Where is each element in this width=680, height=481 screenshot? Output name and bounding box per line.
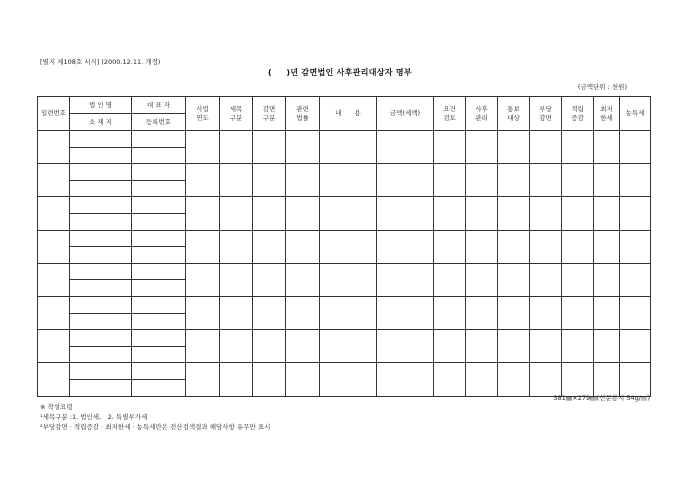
cell-content[interactable] — [320, 230, 377, 263]
cell-unfair-reduction[interactable] — [530, 263, 562, 296]
cell-notice-target[interactable] — [498, 197, 530, 230]
cell-notice-target[interactable] — [498, 363, 530, 396]
cell-post-management[interactable] — [466, 164, 498, 197]
cell-notice-target[interactable] — [498, 263, 530, 296]
header-representative: 대 표 자 — [132, 97, 186, 114]
cell-unfair-reduction[interactable] — [530, 197, 562, 230]
cell-tax-item[interactable] — [220, 164, 253, 197]
cell-content[interactable] — [320, 363, 377, 396]
cell-unfair-reduction[interactable] — [530, 131, 562, 164]
cell-unfair-reduction[interactable] — [530, 230, 562, 263]
cell-requirement-review[interactable] — [434, 296, 466, 329]
header-serial-no: 일련번호 — [38, 97, 70, 131]
cell-serial-no[interactable] — [38, 363, 70, 396]
cell-related-law[interactable] — [286, 131, 320, 164]
cell-serial-no[interactable] — [38, 263, 70, 296]
cell-location[interactable] — [70, 180, 132, 197]
cell-tax-item[interactable] — [220, 263, 253, 296]
cell-content[interactable] — [320, 263, 377, 296]
cell-unfair-reduction[interactable] — [530, 164, 562, 197]
cell-serial-no[interactable] — [38, 197, 70, 230]
cell-corp-name[interactable] — [70, 263, 132, 280]
cell-reduction-type[interactable] — [253, 296, 286, 329]
header-reg-no: 등록번호 — [132, 114, 186, 131]
cell-rural-tax[interactable] — [620, 296, 651, 329]
header-post-management: 사후 관리 — [466, 97, 498, 131]
cell-tax-item[interactable] — [220, 330, 253, 363]
cell-corp-name[interactable] — [70, 131, 132, 148]
cell-business-year[interactable] — [186, 131, 220, 164]
cell-notice-target[interactable] — [498, 131, 530, 164]
cell-serial-no[interactable] — [38, 230, 70, 263]
cell-amount[interactable] — [377, 230, 434, 263]
cell-location[interactable] — [70, 379, 132, 396]
cell-notice-target[interactable] — [498, 230, 530, 263]
record-row — [38, 131, 651, 148]
header-minimum-tax: 최저 한세 — [594, 97, 620, 131]
cell-accumulation-ratio[interactable] — [562, 263, 594, 296]
paper-spec: 381㎜×279㎜(신문용지 54g/㎡) — [553, 394, 650, 402]
header-requirement-review: 요건 검토 — [434, 97, 466, 131]
header-row-1 — [38, 97, 651, 114]
cell-representative[interactable] — [132, 164, 186, 181]
cell-amount[interactable] — [377, 263, 434, 296]
cell-accumulation-ratio[interactable] — [562, 330, 594, 363]
cell-representative[interactable] — [132, 131, 186, 148]
cell-serial-no[interactable] — [38, 330, 70, 363]
cell-amount[interactable] — [377, 131, 434, 164]
cell-minimum-tax[interactable] — [594, 197, 620, 230]
cell-minimum-tax[interactable] — [594, 131, 620, 164]
cell-location[interactable] — [70, 147, 132, 164]
cell-rural-tax[interactable] — [620, 263, 651, 296]
cell-unfair-reduction[interactable] — [530, 363, 562, 396]
cell-rural-tax[interactable] — [620, 131, 651, 164]
cell-business-year[interactable] — [186, 330, 220, 363]
register-table — [37, 96, 651, 397]
cell-content[interactable] — [320, 330, 377, 363]
cell-reg-no[interactable] — [132, 346, 186, 363]
cell-post-management[interactable] — [466, 330, 498, 363]
cell-serial-no[interactable] — [38, 131, 70, 164]
cell-content[interactable] — [320, 296, 377, 329]
cell-accumulation-ratio[interactable] — [562, 363, 594, 396]
cell-content[interactable] — [320, 197, 377, 230]
cell-amount[interactable] — [377, 164, 434, 197]
header-content: 내 용 — [320, 97, 377, 131]
cell-reg-no[interactable] — [132, 180, 186, 197]
cell-minimum-tax[interactable] — [594, 363, 620, 396]
cell-minimum-tax[interactable] — [594, 263, 620, 296]
cell-reduction-type[interactable] — [253, 263, 286, 296]
title-year-open-paren: ( — [268, 68, 272, 77]
cell-reduction-type[interactable] — [253, 363, 286, 396]
cell-location[interactable] — [70, 247, 132, 264]
title-year-close-paren: ) — [286, 68, 291, 77]
cell-representative[interactable] — [132, 263, 186, 280]
cell-accumulation-ratio[interactable] — [562, 197, 594, 230]
cell-accumulation-ratio[interactable] — [562, 230, 594, 263]
cell-reduction-type[interactable] — [253, 164, 286, 197]
cell-accumulation-ratio[interactable] — [562, 164, 594, 197]
cell-serial-no[interactable] — [38, 164, 70, 197]
title-text: 년 감면법인 사후관리대상자 명부 — [290, 68, 412, 77]
cell-requirement-review[interactable] — [434, 131, 466, 164]
record-row — [38, 230, 651, 247]
cell-amount[interactable] — [377, 363, 434, 396]
cell-corp-name[interactable] — [70, 296, 132, 313]
cell-related-law[interactable] — [286, 296, 320, 329]
writing-guide-line-2: ²부당감면 · 적립증감 · 최저한세 · 농특세란은 전산검색결과 해당사항 유무만 표시 — [40, 423, 271, 431]
cell-minimum-tax[interactable] — [594, 230, 620, 263]
cell-post-management[interactable] — [466, 197, 498, 230]
cell-requirement-review[interactable] — [434, 164, 466, 197]
cell-tax-item[interactable] — [220, 197, 253, 230]
cell-related-law[interactable] — [286, 263, 320, 296]
header-amount: 금액(세액) — [377, 97, 434, 131]
cell-requirement-review[interactable] — [434, 197, 466, 230]
cell-rural-tax[interactable] — [620, 197, 651, 230]
cell-tax-item[interactable] — [220, 296, 253, 329]
cell-unfair-reduction[interactable] — [530, 330, 562, 363]
cell-corp-name[interactable] — [70, 330, 132, 347]
cell-reg-no[interactable] — [132, 247, 186, 264]
record-row — [38, 363, 651, 380]
cell-notice-target[interactable] — [498, 164, 530, 197]
cell-business-year[interactable] — [186, 197, 220, 230]
cell-related-law[interactable] — [286, 330, 320, 363]
header-tax-item: 세목 구분 — [220, 97, 253, 131]
cell-rural-tax[interactable] — [620, 164, 651, 197]
cell-rural-tax[interactable] — [620, 363, 651, 396]
cell-representative[interactable] — [132, 330, 186, 347]
cell-reg-no[interactable] — [132, 280, 186, 297]
cell-rural-tax[interactable] — [620, 230, 651, 263]
cell-requirement-review[interactable] — [434, 363, 466, 396]
cell-requirement-review[interactable] — [434, 263, 466, 296]
cell-reg-no[interactable] — [132, 147, 186, 164]
cell-business-year[interactable] — [186, 230, 220, 263]
record-row — [38, 197, 651, 214]
cell-post-management[interactable] — [466, 263, 498, 296]
cell-representative[interactable] — [132, 296, 186, 313]
cell-location[interactable] — [70, 346, 132, 363]
cell-corp-name[interactable] — [70, 197, 132, 214]
cell-serial-no[interactable] — [38, 296, 70, 329]
cell-post-management[interactable] — [466, 131, 498, 164]
record-row — [38, 330, 651, 347]
header-related-law: 관련 법률 — [286, 97, 320, 131]
cell-reg-no[interactable] — [132, 379, 186, 396]
cell-amount[interactable] — [377, 330, 434, 363]
cell-minimum-tax[interactable] — [594, 330, 620, 363]
header-accumulation-ratio: 적립 증감 — [562, 97, 594, 131]
writing-guide — [40, 402, 270, 432]
header-location: 소 재 지 — [70, 114, 132, 131]
cell-content[interactable] — [320, 131, 377, 164]
cell-business-year[interactable] — [186, 296, 220, 329]
header-business-year: 사업 연도 — [186, 97, 220, 131]
record-row — [38, 164, 651, 181]
cell-minimum-tax[interactable] — [594, 296, 620, 329]
header-corp-name: 법 인 명 — [70, 97, 132, 114]
cell-minimum-tax[interactable] — [594, 164, 620, 197]
form-number-header: [별지 제108호 서식] (2000.12.11. 개정) — [40, 58, 161, 66]
cell-reduction-type[interactable] — [253, 131, 286, 164]
cell-requirement-review[interactable] — [434, 230, 466, 263]
header-rural-tax: 농특세 — [620, 97, 651, 131]
cell-accumulation-ratio[interactable] — [562, 131, 594, 164]
cell-amount[interactable] — [377, 197, 434, 230]
cell-corp-name[interactable] — [70, 230, 132, 247]
cell-amount[interactable] — [377, 296, 434, 329]
cell-reg-no[interactable] — [132, 313, 186, 330]
cell-notice-target[interactable] — [498, 330, 530, 363]
record-row — [38, 296, 651, 313]
cell-content[interactable] — [320, 164, 377, 197]
cell-representative[interactable] — [132, 230, 186, 247]
cell-accumulation-ratio[interactable] — [562, 296, 594, 329]
writing-guide-line-1: ¹세목구분 :1. 법인세, 2. 특별부가세 — [40, 413, 148, 421]
cell-corp-name[interactable] — [70, 164, 132, 181]
header-notice-target: 통보 대상 — [498, 97, 530, 131]
cell-corp-name[interactable] — [70, 363, 132, 380]
cell-reduction-type[interactable] — [253, 230, 286, 263]
amount-unit-note: (금액단위 : 천원) — [577, 83, 627, 91]
cell-business-year[interactable] — [186, 263, 220, 296]
cell-requirement-review[interactable] — [434, 330, 466, 363]
cell-notice-target[interactable] — [498, 296, 530, 329]
cell-representative[interactable] — [132, 363, 186, 380]
header-reduction-type: 감면 구분 — [253, 97, 286, 131]
cell-unfair-reduction[interactable] — [530, 296, 562, 329]
cell-rural-tax[interactable] — [620, 330, 651, 363]
cell-reduction-type[interactable] — [253, 197, 286, 230]
page-title — [0, 67, 680, 78]
cell-business-year[interactable] — [186, 363, 220, 396]
cell-location[interactable] — [70, 213, 132, 230]
cell-reduction-type[interactable] — [253, 330, 286, 363]
cell-tax-item[interactable] — [220, 230, 253, 263]
cell-representative[interactable] — [132, 197, 186, 214]
cell-location[interactable] — [70, 313, 132, 330]
cell-reg-no[interactable] — [132, 213, 186, 230]
cell-business-year[interactable] — [186, 164, 220, 197]
cell-related-law[interactable] — [286, 230, 320, 263]
cell-related-law[interactable] — [286, 164, 320, 197]
cell-post-management[interactable] — [466, 230, 498, 263]
cell-related-law[interactable] — [286, 197, 320, 230]
cell-post-management[interactable] — [466, 363, 498, 396]
writing-guide-heading: ※ 작성요령 — [40, 403, 73, 411]
record-row — [38, 263, 651, 280]
cell-tax-item[interactable] — [220, 131, 253, 164]
cell-post-management[interactable] — [466, 296, 498, 329]
header-unfair-reduction: 부당 감면 — [530, 97, 562, 131]
cell-related-law[interactable] — [286, 363, 320, 396]
cell-tax-item[interactable] — [220, 363, 253, 396]
cell-location[interactable] — [70, 280, 132, 297]
